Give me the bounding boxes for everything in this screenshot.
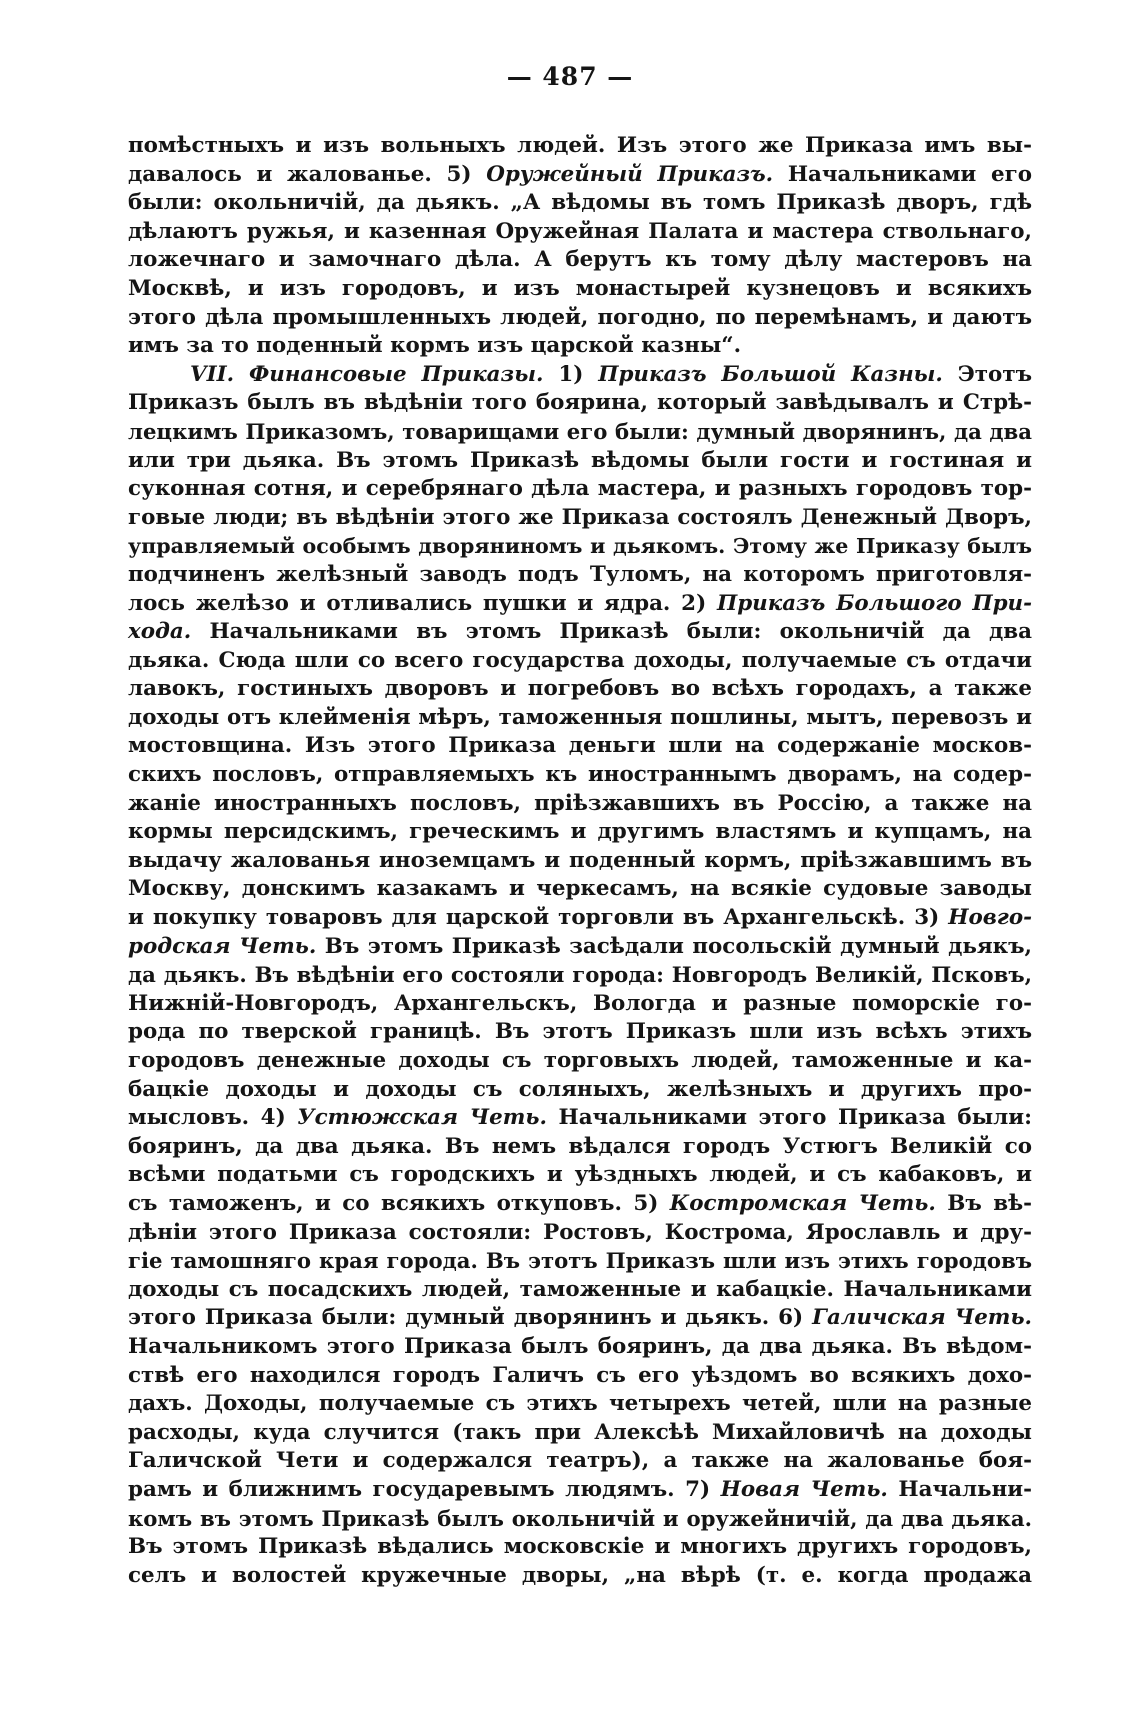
text-line xyxy=(128,818,1032,847)
text-segment: помѣстныхъ и изъ вольныхъ людей. Изъ этого же Приказа имъ вы- xyxy=(128,133,1032,158)
text-segment: мостовщина. Изъ этого Приказа деньги шли на содержаніе москов- xyxy=(128,733,1032,759)
text-line xyxy=(128,1533,1032,1562)
italic-heading: хода. xyxy=(128,619,192,645)
text-segment: суконная сотня, и серебрянаго дѣла мастера, и разныхъ городовъ тор- xyxy=(128,476,1032,502)
text-line xyxy=(128,418,1032,447)
text-line xyxy=(128,904,1032,933)
text-line xyxy=(128,1161,1032,1190)
text-line xyxy=(128,1276,1032,1305)
text-segment: этого дѣла промышленныхъ людей, погодно, по перемѣнамъ, и даютъ xyxy=(128,304,1032,330)
text-line xyxy=(128,1190,1032,1219)
text-line xyxy=(128,275,1032,304)
text-segment: управляемый особымъ дворяниномъ и дьякомъ. Этому же Приказу былъ xyxy=(128,534,1032,559)
text-segment: бояринъ, да два дьяка. Въ немъ вѣдался городъ Устюгъ Великій со xyxy=(128,1133,1032,1159)
italic-heading: Новая Четь. xyxy=(720,1476,888,1502)
text-line xyxy=(128,1419,1032,1448)
text-line xyxy=(128,1219,1032,1248)
text-line xyxy=(128,990,1032,1019)
text-segment: и покупку товаровъ для царской торговли въ Архангельскѣ. 3) xyxy=(128,905,949,931)
text-line xyxy=(128,1076,1032,1105)
text-segment: селъ и волостей кружечные дворы, „на вѣрѣ (т. е. когда продажа xyxy=(128,1562,1032,1588)
body-text xyxy=(128,132,1032,1590)
italic-heading: Новго- xyxy=(948,905,1032,931)
text-segment: Въ этомъ Приказѣ вѣдались московскіе и многихъ другихъ городовъ, xyxy=(128,1534,1032,1560)
text-line xyxy=(128,161,1032,190)
text-segment: Начальниками въ этомъ Приказѣ были: окольничій да два xyxy=(191,619,1032,645)
text-line xyxy=(128,218,1032,247)
text-line xyxy=(128,761,1032,790)
text-line xyxy=(128,532,1032,561)
text-segment: дахъ. Доходы, получаемые съ этихъ четырехъ четей, шли на разные xyxy=(128,1391,1032,1417)
text-segment: Галичской Чети и содержался театръ), а также на жалованье боя- xyxy=(128,1448,1032,1474)
text-segment: или три дьяка. Въ этомъ Приказѣ вѣдомы были гости и гостиная и xyxy=(128,447,1032,473)
text-segment: Нижній-Новгородъ, Архангельскъ, Вологда и разные поморскіе го- xyxy=(128,990,1032,1016)
text-line xyxy=(128,189,1032,218)
text-line xyxy=(128,1447,1032,1476)
text-line xyxy=(128,1047,1032,1076)
text-line xyxy=(128,132,1032,161)
text-segment: гіе тамошняго края города. Въ этотъ Приказъ шли изъ этихъ городовъ xyxy=(128,1248,1032,1274)
text-segment: этого Приказа были: думный дворянинъ и дьякъ. 6) xyxy=(128,1305,813,1331)
text-line xyxy=(128,847,1032,876)
text-segment: Начальникомъ этого Приказа былъ бояринъ, да два дьяка. Въ вѣдом- xyxy=(128,1333,1032,1359)
italic-heading: Устюжская Четь. xyxy=(297,1105,547,1131)
text-segment: расходы, куда случится (такъ при Алексѣѣ Михайловичѣ на доходы xyxy=(128,1419,1032,1445)
text-line xyxy=(128,618,1032,647)
text-segment: давалось и жалованье. 5) xyxy=(128,161,487,187)
text-segment: Москвѣ, и изъ городовъ, и изъ монастырей кузнецовъ и всякихъ xyxy=(128,275,1032,301)
text-line xyxy=(128,1104,1032,1133)
text-segment: говые люди; въ вѣдѣніи этого же Приказа состоялъ Денежный Дворъ, xyxy=(128,504,1032,530)
text-line xyxy=(128,475,1032,504)
text-segment: 1) xyxy=(543,361,599,387)
text-line xyxy=(128,1333,1032,1362)
text-line xyxy=(128,332,1032,361)
text-segment: скихъ пословъ, отправляемыхъ къ иностраннымъ дворамъ, на содер- xyxy=(128,762,1032,788)
text-segment: рода по тверской границѣ. Въ этотъ Приказъ шли изъ всѣхъ этихъ xyxy=(128,1019,1032,1045)
text-line xyxy=(128,361,1032,390)
text-line xyxy=(128,1247,1032,1276)
text-line xyxy=(128,1133,1032,1162)
text-segment: Москву, донскимъ казакамъ и черкесамъ, на всякіе судовые заводы xyxy=(128,876,1032,902)
text-line xyxy=(128,590,1032,619)
text-segment: рамъ и ближнимъ государевымъ людямъ. 7) xyxy=(128,1476,721,1502)
text-line xyxy=(128,875,1032,904)
text-segment: кормы персидскимъ, греческимъ и другимъ властямъ и купцамъ, на xyxy=(128,819,1032,845)
italic-heading: VII. Финансовые Приказы. xyxy=(190,361,544,387)
text-segment: дьяка. Сюда шли со всего государства доходы, получаемые съ отдачи xyxy=(128,647,1032,673)
text-segment: лецкимъ Приказомъ, товарищами его были: думный дворянинъ, да два xyxy=(128,418,1032,444)
text-line xyxy=(128,1562,1032,1591)
text-segment: Начальниками его xyxy=(773,161,1033,187)
text-segment: выдачу жалованья иноземцамъ и поденный кормъ, пріѣзжавшимъ въ xyxy=(128,847,1032,873)
text-segment: доходы съ посадскихъ людей, таможенные и кабацкіе. Начальниками xyxy=(128,1276,1032,1302)
text-segment: доходы отъ клейменія мѣръ, таможенныя пошлины, мытъ, перевозъ и xyxy=(128,704,1032,730)
text-segment: бацкіе доходы и доходы съ соляныхъ, желѣзныхъ и другихъ про- xyxy=(128,1076,1032,1102)
italic-heading: Приказъ Большой Казны. xyxy=(598,361,943,387)
italic-heading: Костромская Четь. xyxy=(669,1190,936,1216)
text-segment: ствѣ его находился городъ Галичъ съ его уѣздомъ во всякихъ дохо- xyxy=(128,1362,1032,1388)
text-segment: были: окольничій, да дьякъ. „А вѣдомы въ томъ Приказѣ дворъ, гдѣ xyxy=(128,190,1032,216)
text-line xyxy=(128,1304,1032,1333)
text-line xyxy=(128,1390,1032,1419)
text-line xyxy=(128,961,1032,990)
text-segment: Начальни- xyxy=(887,1476,1032,1502)
text-line xyxy=(128,389,1032,418)
italic-heading: Приказъ Большого При- xyxy=(717,590,1032,616)
text-segment: лавокъ, гостиныхъ дворовъ и погребовъ во всѣхъ городахъ, а также xyxy=(128,676,1032,702)
text-segment: дѣлаютъ ружья, и казенная Оружейная Палата и мастера ствольнаго, xyxy=(128,218,1032,244)
text-segment: жаніе иностранныхъ пословъ, пріѣзжавшихъ въ Россію, а также на xyxy=(128,790,1032,816)
text-segment: всѣми податьми съ городскихъ и уѣздныхъ людей, и съ кабаковъ, и xyxy=(128,1162,1032,1188)
text-segment: съ таможенъ, и со всякихъ откуповъ. 5) xyxy=(128,1190,670,1216)
text-line xyxy=(128,1476,1032,1505)
text-line xyxy=(128,447,1032,476)
text-line xyxy=(128,561,1032,590)
text-segment: имъ за то поденный кормъ изъ царской казны“. xyxy=(128,333,742,359)
page-number: — 487 — xyxy=(506,62,634,91)
text-line xyxy=(128,1505,1032,1534)
text-line xyxy=(128,704,1032,733)
text-segment: дѣніи этого Приказа состояли: Ростовъ, Кострома, Ярославль и дру- xyxy=(128,1219,1032,1245)
italic-heading: Оружейный Приказъ. xyxy=(486,161,774,187)
text-line xyxy=(128,675,1032,704)
text-segment: Этотъ xyxy=(942,361,1032,387)
text-segment: лось желѣзо и отливались пушки и ядра. 2) xyxy=(128,590,717,616)
text-line xyxy=(128,1018,1032,1047)
text-segment: ложечнаго и замочнаго дѣла. А берутъ къ тому дѣлу мастеровъ на xyxy=(128,247,1032,273)
text-segment: городовъ денежные доходы съ торговыхъ людей, таможенные и ка- xyxy=(128,1048,1032,1073)
italic-heading: Галичская Четь. xyxy=(812,1305,1033,1331)
text-segment: да дьякъ. Въ вѣдѣніи его состояли города: Новгородъ Великій, Псковъ, xyxy=(128,962,1032,988)
text-line xyxy=(128,732,1032,761)
text-line xyxy=(128,304,1032,333)
text-line xyxy=(128,246,1032,275)
text-segment: подчиненъ желѣзный заводъ подъ Туломъ, на которомъ приготовля- xyxy=(128,561,1032,587)
text-segment: Приказъ былъ въ вѣдѣніи того боярина, который завѣдывалъ и Стрѣ- xyxy=(128,390,1032,416)
text-line xyxy=(128,504,1032,533)
text-segment: Начальниками этого Приказа были: xyxy=(546,1105,1032,1131)
italic-heading: родская Четь. xyxy=(128,933,317,959)
text-line xyxy=(128,647,1032,676)
text-line xyxy=(128,933,1032,962)
text-line xyxy=(128,1362,1032,1391)
text-segment: комъ въ этомъ Приказѣ былъ окольничій и оружейничій, да два дьяка. xyxy=(128,1505,1032,1531)
text-segment: Въ вѣ- xyxy=(935,1190,1032,1216)
text-segment: мысловъ. 4) xyxy=(128,1105,298,1131)
text-segment: Въ этомъ Приказѣ засѣдали посольскій думный дьякъ, xyxy=(316,933,1032,959)
text-line xyxy=(128,790,1032,819)
